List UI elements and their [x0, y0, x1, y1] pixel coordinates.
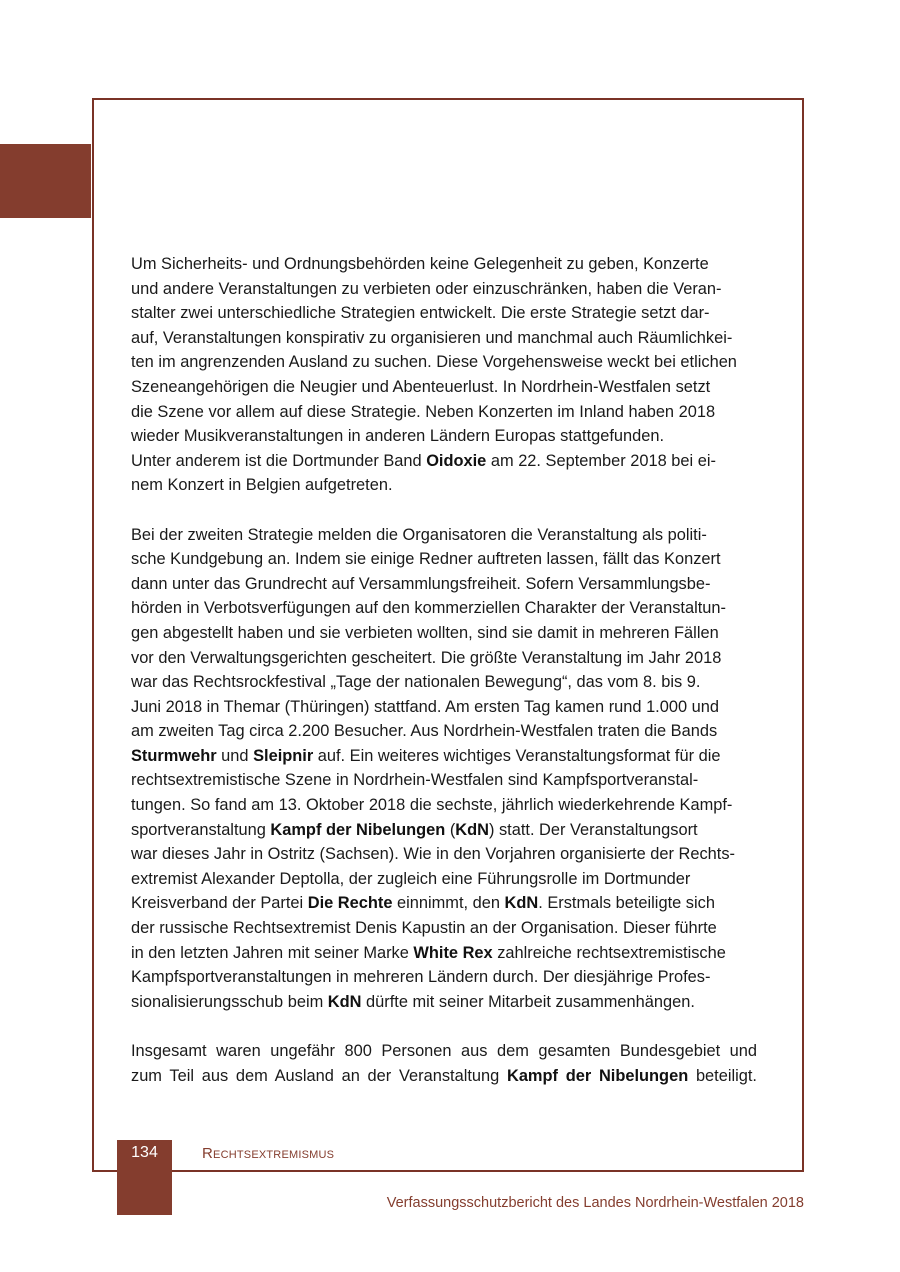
bold-term: KdN	[327, 992, 362, 1011]
page-number: 134	[131, 1144, 158, 1161]
paragraph-1: Um Sicherheits- und Ordnungsbehörden keine Gelegenheit zu geben, Konzerte und andere Veranstaltungen zu verbieten oder einzuschränken, haben die Veran- stalter zwei unterschiedliche Strategien entwickelt. Die erste Strategie setzt dar- auf, Veranstaltungen konspirativ zu organisieren und manchmal auch Räumlichkei- ten im angrenzenden Ausland zu suchen. Diese Vorgehensweise weckt bei etlichen Szeneangehörigen die Neugier und Abenteuerlust. In Nordrhein-Westfalen setzt die Szene vor allem auf diese Strategie. Neben Konzerten im Inland haben 2018 wieder Musikveranstaltungen in anderen Ländern Europas stattgefunden. Unter anderem ist die Dortmunder Band Oidoxie am 22. September 2018 bei ei- nem Konzert in Belgien aufgetreten.	[131, 255, 737, 495]
section-label: Rechtsextremismus	[202, 1145, 335, 1162]
bold-term: White Rex	[413, 943, 493, 962]
report-title-footer: Verfassungsschutzbericht des Landes Nordrhein-Westfalen 2018	[386, 1195, 804, 1211]
bold-term: KdN	[455, 820, 489, 839]
bold-term: Oidoxie	[426, 451, 487, 470]
bold-term: KdN	[504, 894, 539, 913]
bold-term: Sleipnir	[253, 746, 314, 765]
bold-term: Die Rechte	[307, 894, 393, 913]
bold-term: Sturmwehr	[131, 746, 217, 765]
body-text	[131, 252, 757, 1113]
chapter-marker-tab	[0, 144, 91, 218]
bold-term: Kampf der Nibelungen	[506, 1066, 689, 1085]
bold-term: Kampf der Nibelungen	[270, 820, 446, 839]
paragraph-2: Bei der zweiten Strategie melden die Organisatoren die Veranstaltung als politi- sche Kundgebung an. Indem sie einige Redner auftreten lassen, fällt das Konzert dann unter das Grundrecht auf Versammlungsfreiheit. Sofern Versammlungsbe- hörden in Verbotsverfügungen auf den kommerziellen Charakter der Veranstaltun- gen abgestellt haben und sie verbieten wollten, sind sie damit in mehreren Fällen vor den Verwaltungsgerichten gescheitert. Die größte Veranstaltung im Jahr 2018 war das Rechtsrockfestival „Tage der nationalen Bewegung“, das vom 8. bis 9. Juni 2018 in Themar (Thüringen) stattfand. Am ersten Tag kamen rund 1.000 und am zweiten Tag circa 2.200 Besucher. Aus Nordrhein-Westfalen traten die Bands Sturmwehr und Sleipnir auf. Ein weiteres wichtiges Veranstaltungsformat für die rechtsextremistische Szene in Nordrhein-Westfalen sind Kampfsportveranstal- tungen. So fand am 13. Oktober 2018 die sechste, jährlich wiederkehrende Kampf- sportveranstaltung Kampf der Nibelungen (KdN) statt. Der Veranstaltungsort war dieses Jahr in Ostritz (Sachsen). Wie in den Vorjahren organisierte der Rechts- extremist Alexander Deptolla, der zugleich eine Führungsrolle im Dortmunder Kreisverband der Partei Die Rechte einnimmt, den KdN. Erstmals beteiligte sich der russische Rechtsextremist Denis Kapustin an der Organisation. Dieser führte in den letzten Jahren mit seiner Marke White Rex zahlreiche rechtsextremistische Kampfsportveranstaltungen in mehreren Ländern durch. Der diesjährige Profes- sionalisierungsschub beim KdN dürfte mit seiner Mitarbeit zusammenhängen.	[131, 525, 735, 1011]
paragraph-3: Insgesamt waren ungefähr 800 Personen aus dem gesamten Bundesgebiet und zum Teil aus dem Ausland an der Veranstaltung Kampf der Nibelungen beteiligt.	[131, 1042, 757, 1085]
